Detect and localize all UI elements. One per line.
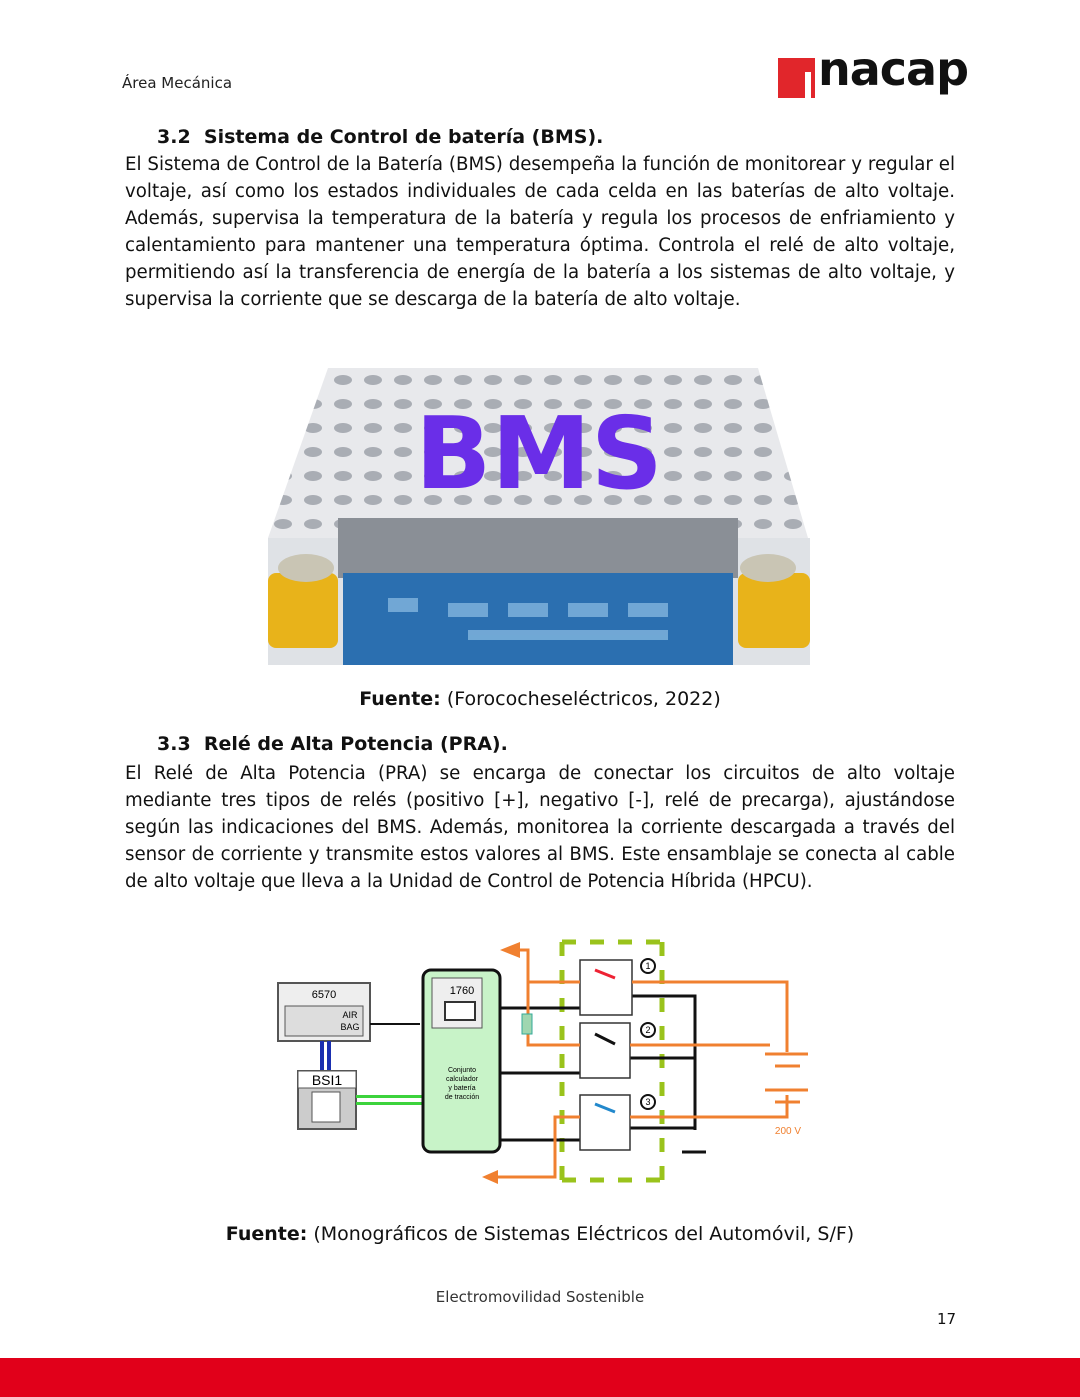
section-heading-pra: 3.3 Relé de Alta Potencia (PRA). bbox=[157, 733, 508, 755]
svg-text:3: 3 bbox=[645, 1097, 651, 1107]
svg-text:BSI1: BSI1 bbox=[311, 1072, 343, 1088]
footer-title: Electromovilidad Sostenible bbox=[435, 1288, 645, 1306]
section-body-pra: El Relé de Alta Potencia (PRA) se encarga de conectar los circuitos de alto voltaje mediante tres tipos de relés (positivo [+], negativo [-], relé de precarga), ajustándose según las indicaciones del BMS. Además, monitorea la corriente descargada a través del sensor de corriente y transmite estos valores al BMS. Este ensamblaje se conecta al cable de alto voltaje que lleva a la Unidad de Control de Potencia Híbrida (HPCU). bbox=[125, 763, 955, 892]
svg-text:Conjunto: Conjunto bbox=[447, 1067, 477, 1074]
pra-diagram bbox=[270, 930, 820, 1190]
section-heading-bms: 3.2 Sistema de Control de batería (BMS). bbox=[157, 126, 604, 148]
section-body-bms: El Sistema de Control de la Batería (BMS) desempeña la función de monitorear y regular el voltaje, así como los estados individuales de cada celda en las baterías de alto voltaje. Además, supervisa la temperatura de la batería y regula los procesos de enfriamiento y calentamiento para mantener una temperatura óptima. Controla el relé de alto voltaje, permitiendo así la transferencia de energía de la batería a los sistemas de alto voltaje, y supervisa la corriente que se descarga de la batería de alto voltaje. bbox=[125, 154, 955, 310]
svg-text:AIR: AIR bbox=[342, 1010, 358, 1020]
caption-bms: Fuente: (Forocochesеléctricos, 2022) bbox=[359, 688, 721, 710]
svg-text:1: 1 bbox=[645, 961, 651, 971]
svg-text:BAG: BAG bbox=[340, 1022, 360, 1032]
svg-text:de tracción: de tracción bbox=[444, 1094, 480, 1101]
svg-text:200 V: 200 V bbox=[774, 1126, 802, 1137]
svg-text:y batería: y batería bbox=[448, 1085, 476, 1092]
bms-image bbox=[268, 368, 810, 665]
header-area: Área Mecánica bbox=[122, 74, 233, 92]
svg-text:2: 2 bbox=[645, 1025, 651, 1035]
svg-text:calculador: calculador bbox=[446, 1076, 478, 1083]
svg-text:6570: 6570 bbox=[311, 989, 337, 1001]
page-number: 17 bbox=[937, 1310, 957, 1328]
caption-pra: Fuente: (Monográficos de Sistemas Eléctricos del Automóvil, S/F) bbox=[225, 1223, 855, 1245]
footer-bar bbox=[0, 1358, 1080, 1397]
inacap-logo: nacap bbox=[778, 56, 963, 108]
svg-text:1760: 1760 bbox=[449, 985, 475, 997]
bms-image-label: BMS bbox=[415, 395, 663, 512]
